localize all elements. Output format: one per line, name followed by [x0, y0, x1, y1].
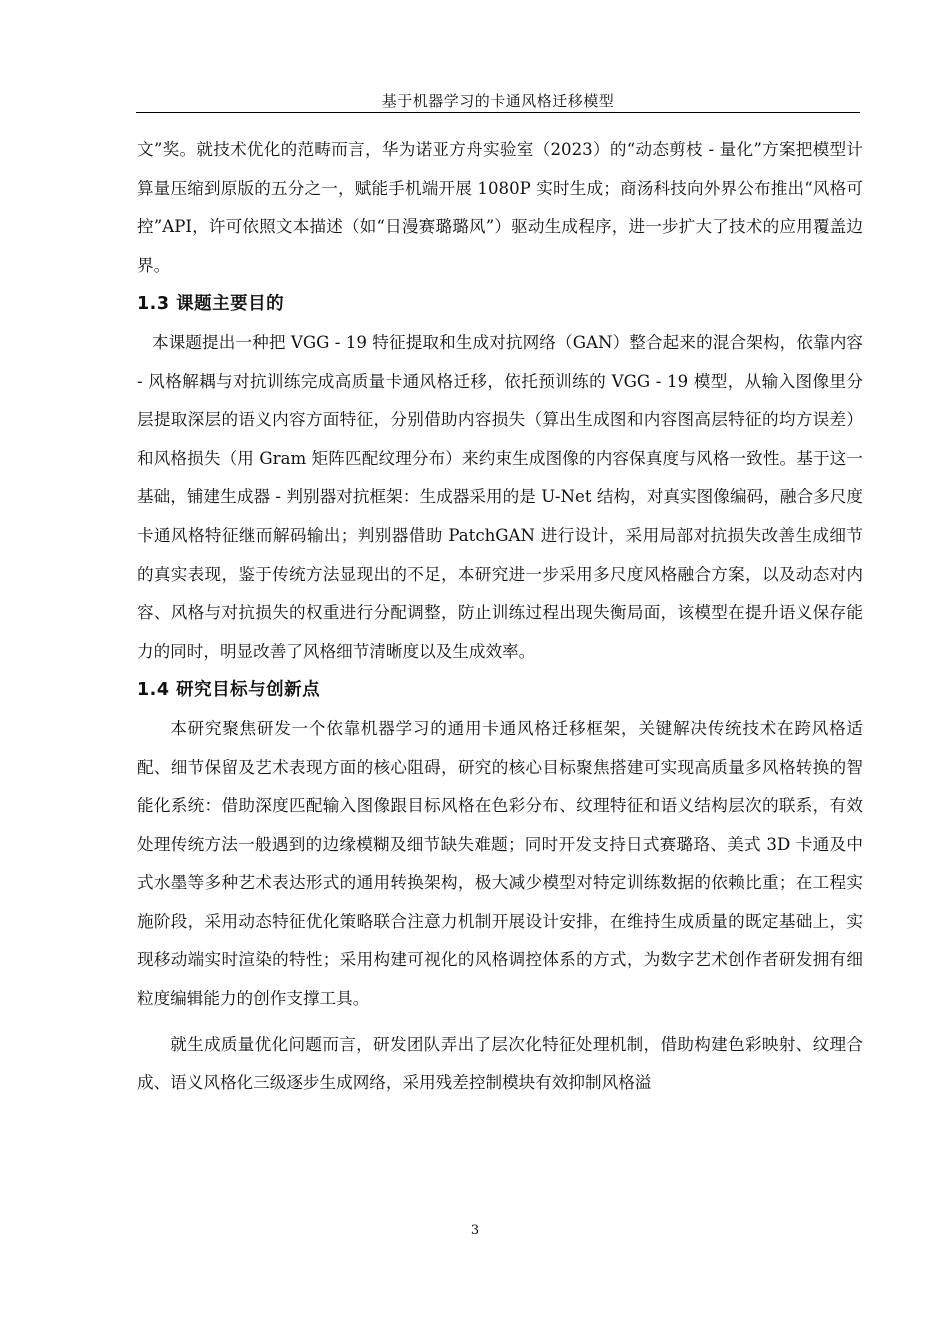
paragraph-gap — [137, 1019, 863, 1026]
running-header: 基于机器学习的卡通风格迁移模型 — [381, 92, 615, 110]
header-rule — [136, 112, 860, 113]
page-body — [137, 131, 863, 1103]
page-number: 3 — [470, 1223, 480, 1238]
paragraph-objective: 本课题提出一种把 VGG - 19 特征提取和生成对抗网络（GAN）整合起来的混合架构，依靠内容 - 风格解耦与对抗训练完成高质量卡通风格迁移，依托预训练的 VGG - 19 模型，从输入图像里分层提取深层的语义内容方面特征，分别借助内容损失（算出生成图和内容图高层特征的均方误差）和风格损失（用 Gram 矩阵匹配纹理分布）来约束生成图像的内容保真度与风格一致性。基于这一基础，铺建生成器 - 判别器对抗框架：生成器采用的是 U-Net 结构，对真实图像编码，融合多尺度卡通风格特征继而解码输出；判别器借助 PatchGAN 进行设计，采用局部对抗损失改善生成细节的真实表现，鉴于传统方法显现出的不足，本研究进一步采用多尺度风格融合方案，以及动态对内容、风格与对抗损失的权重进行分配调整，防止训练过程出现失衡局面，该模型在提升语义保存能力的同时，明显改善了风格细节清晰度以及生成效率。 — [137, 332, 863, 661]
paragraph-quality: 就生成质量优化问题而言，研发团队弄出了层次化特征处理机制，借助构建色彩映射、纹理合成、语义风格化三级逐步生成网络，采用残差控制模块有效抑制风格溢 — [137, 1034, 863, 1093]
section-heading-1-3: 1.3 课题主要目的 — [137, 294, 285, 315]
paragraph-goals: 本研究聚焦研发一个依靠机器学习的通用卡通风格迁移框架，关键解决传统技术在跨风格适配、细节保留及艺术表现方面的核心阻碍，研究的核心目标聚焦搭建可实现高质量多风格转换的智能化系统：借助深度匹配输入图像跟目标风格在色彩分布、纹理特征和语义结构层次的联系，有效处理传统方法一般遇到的边缘模糊及细节缺失难题；同时开发支持日式赛璐珞、美式 3D 卡通及中式水墨等多种艺术表达形式的通用转换架构，极大减少模型对特定训练数据的依赖比重；在工程实施阶段，采用动态特征优化策略联合注意力机制开展设计安排，在维持生成质量的既定基础上，实现移动端实时渲染的特性；采用构建可视化的风格调控体系的方式，为数字艺术创作者研发拥有细粒度编辑能力的创作支撑工具。 — [137, 718, 863, 1009]
section-heading-1-4: 1.4 研究目标与创新点 — [137, 680, 321, 701]
paragraph-continued: 文”奖。就技术优化的范畴而言，华为诺亚方舟实验室（2023）的“动态剪枝 - 量化”方案把模型计算量压缩到原版的五分之一，赋能手机端开展 1080P 实时生成；商汤科技向外界公布推出“风格可控”API，许可依照文本描述（如“日漫赛璐璐风”）驱动生成程序，进一步扩大了技术的应用覆盖边界。 — [137, 140, 863, 275]
